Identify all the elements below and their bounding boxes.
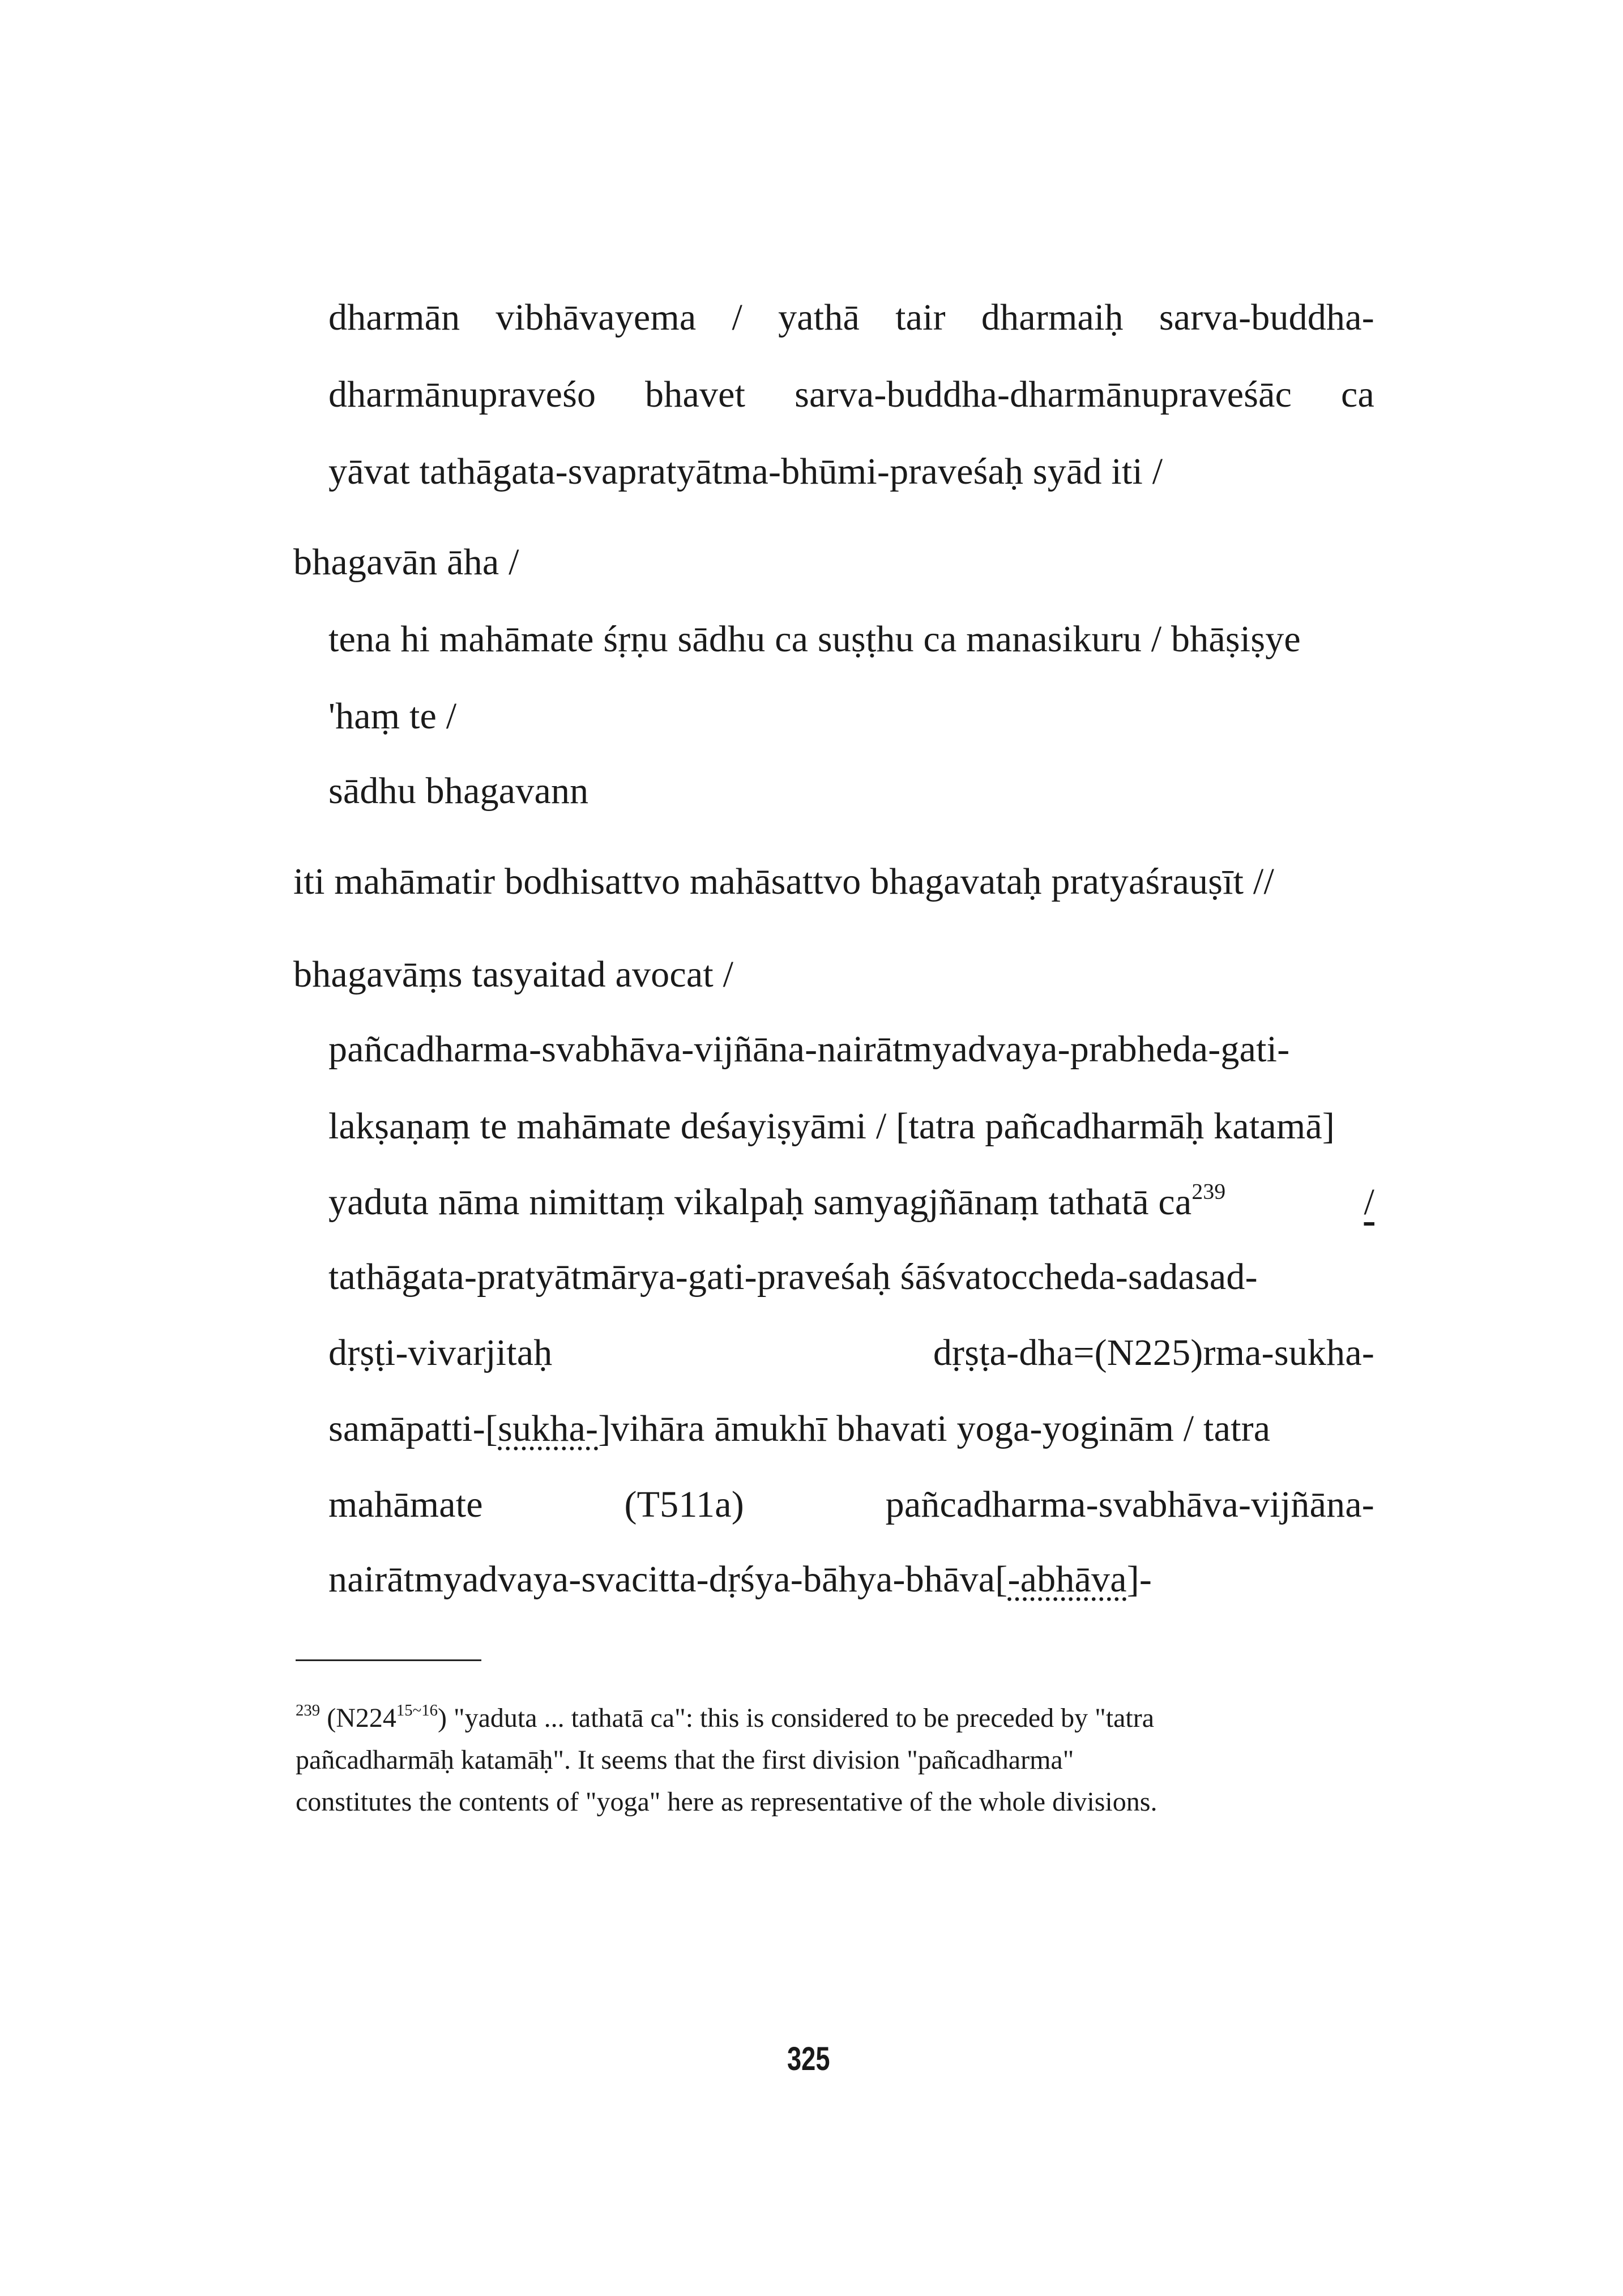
text-line-content: yaduta nāma nimittaṃ vikalpaḥ samyagjñānaṃ tathatā $ca^{239}$ <box>328 1179 1226 1223</box>
slash-mark: / <box>1364 1181 1374 1223</box>
text-line <box>328 1179 1374 1223</box>
word: tair <box>895 297 946 338</box>
text-line: lakṣaṇaṃ te mahāmate deśayiṣyāmi / [tatra pañcadharmāḥ katamā] <box>328 1106 1335 1147</box>
footnote-line: constitutes the contents of "yoga" here as representative of the whole divisions. <box>296 1787 1158 1817</box>
text-line: mahāmate (T511a) pañcadharma-svabhāva-vijñāna- <box>328 1484 1374 1525</box>
footnote-line: pañcadharmāḥ katamāḥ". It seems that the first division "pañcadharma" <box>296 1745 1074 1775</box>
word: dharmaiḥ <box>981 297 1124 338</box>
word: sarva-buddha-dharmānupraveśāc <box>795 374 1292 415</box>
text-line <box>328 299 1374 336</box>
text-line: dṛṣṭi-vivarjitaḥ dṛṣṭa-dha=(N225)rma-sukha- <box>328 1332 1374 1373</box>
footnote-reference: 239 <box>1191 1179 1226 1204</box>
emendation: -abhāva <box>1007 1559 1127 1600</box>
page-marker: (T511a) <box>624 1484 744 1525</box>
speaker-line: bhagavāṃs tasyaitad avocat / <box>293 954 734 995</box>
text-line: tathāgata-pratyātmārya-gati-praveśaḥ śāśvatoccheda-sadasad- <box>328 1256 1258 1298</box>
word: ca <box>1341 374 1374 415</box>
text-line: samāpatti-[sukha-]vihāra āmukhī bhavati yoga-yoginām / tatra <box>328 1408 1271 1449</box>
word: dharmān <box>328 297 460 338</box>
footnote-number: 239 <box>296 1701 321 1719</box>
word: sarva-buddha- <box>1159 297 1374 338</box>
emendation: sukha- <box>498 1408 599 1449</box>
speaker-line: bhagavān āha / <box>293 541 519 583</box>
footnote-line: $^{239}$ $(N224^{15\sim 16})$ "yaduta ... tathatā ca": this is considered to be preceded by "tatra <box>296 1701 1155 1733</box>
text-line: yāvat tathāgata-svapratyātma-bhūmi-praveśaḥ syād iti / <box>328 451 1163 492</box>
text-line: iti mahāmatir bodhisattvo mahāsattvo bhagavataḥ pratyaśrauṣīt // <box>293 861 1274 902</box>
text-line: tena hi mahāmate śṛṇu sādhu ca suṣṭhu ca manasikuru / bhāṣiṣye <box>328 618 1301 660</box>
text-line <box>328 376 1374 413</box>
text-line: pañcadharma-svabhāva-vijñāna-nairātmyadvaya-prabheda-gati- <box>328 1028 1290 1070</box>
footnote-divider <box>296 1659 481 1661</box>
text-line: nairātmyadvaya-svacitta-dṛśya-bāhya-bhāva[-abhāva]- <box>328 1559 1152 1600</box>
page-number: 325 <box>787 2041 830 2077</box>
word: dharmānupraveśo <box>328 374 596 415</box>
word: vibhāvayema <box>496 297 697 338</box>
word: bhavet <box>645 374 746 415</box>
word: yathā <box>778 297 860 338</box>
text-line: sādhu bhagavann <box>328 770 589 812</box>
word: / <box>732 297 743 338</box>
text-line: 'haṃ te / <box>328 695 457 737</box>
